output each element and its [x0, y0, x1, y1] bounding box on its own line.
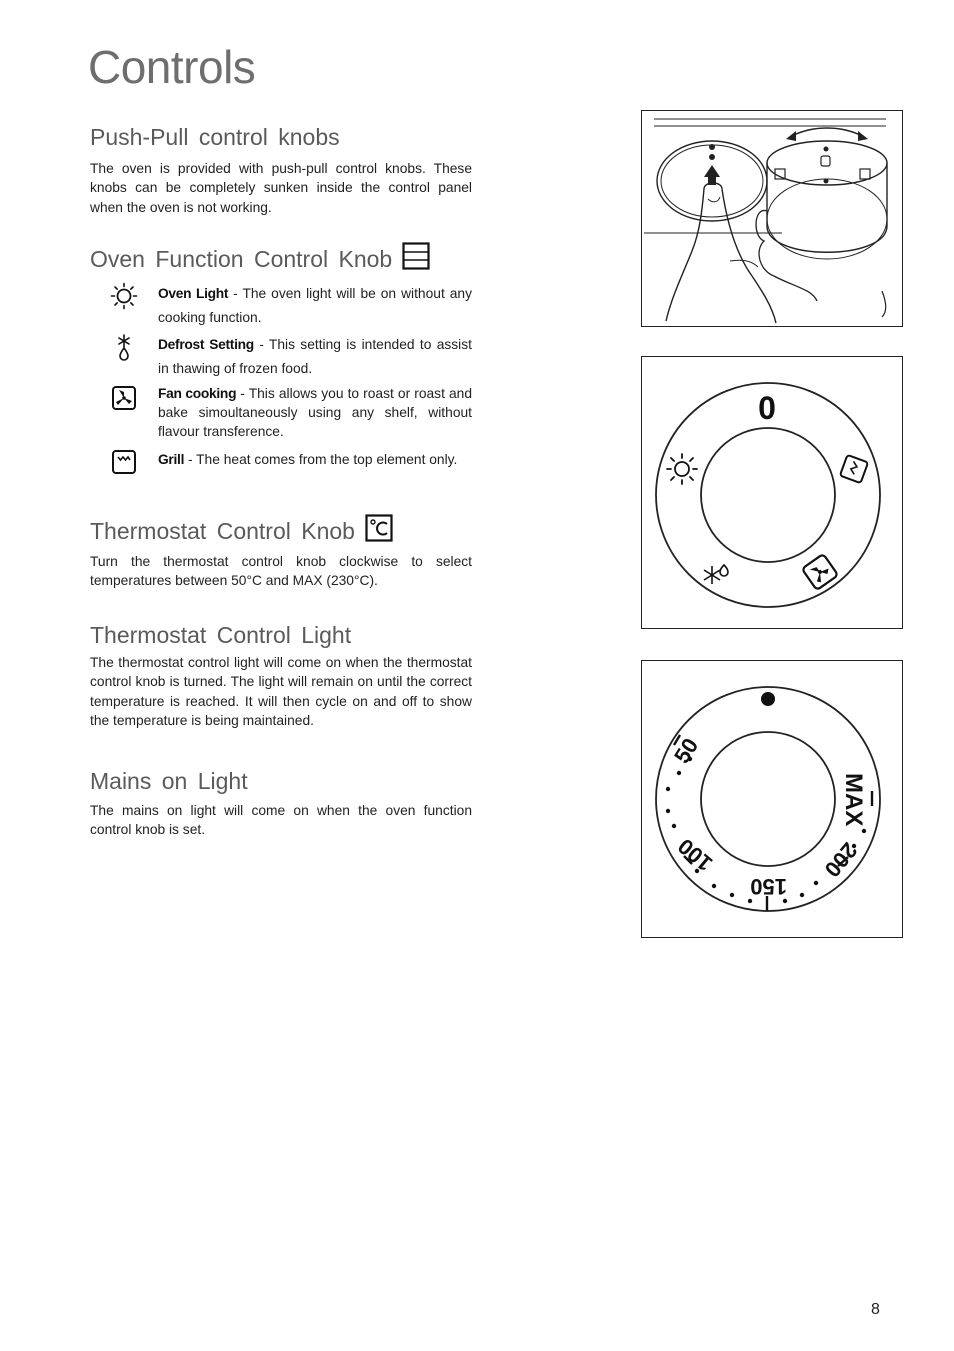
function-dial-illustration	[641, 356, 903, 629]
function-label: Fan cooking	[158, 386, 237, 401]
function-item-grill	[110, 448, 472, 476]
oven-function-icon	[402, 242, 430, 276]
push-pull-heading: Push-Pull control knobs	[90, 124, 340, 150]
fan-icon	[110, 384, 138, 412]
function-label: Oven Light	[158, 286, 229, 301]
thermostat-light-section	[90, 622, 472, 730]
function-text-grill	[158, 448, 457, 476]
function-description: - The heat comes from the top element only.	[184, 452, 458, 467]
page-title: Controls	[88, 41, 256, 93]
thermostat-label-100: 100	[673, 833, 718, 877]
function-item-fan	[110, 384, 472, 441]
page-number: 8	[871, 1301, 880, 1318]
thermostat-light-body: The thermostat control light will come on when the thermostat control knob is turned. The light will remain on until the correct temperature is reached. It will then cycle on and off to show the temperature is being maintained.	[90, 655, 472, 728]
push-pull-section	[90, 124, 472, 217]
thermostat-knob-heading	[90, 514, 472, 548]
thermostat-knob-section	[90, 514, 472, 591]
mains-light-body: The mains on light will come on when the oven function control knob is set.	[90, 803, 472, 838]
oven-function-heading	[90, 242, 472, 276]
grill-icon	[110, 448, 138, 476]
mains-light-section	[90, 768, 472, 840]
dial-zero-label: 0	[758, 390, 776, 426]
function-label: Grill	[158, 452, 185, 467]
thermostat-label-max: MAX	[840, 773, 867, 827]
thermostat-knob-heading-text: Thermostat Control Knob	[90, 517, 355, 544]
function-item-defrost	[110, 333, 472, 381]
thermostat-light-heading: Thermostat Control Light	[90, 622, 352, 648]
function-text-oven-light	[158, 282, 472, 330]
function-description: - The oven light will be on without any cooking function.	[158, 286, 472, 325]
oven-light-icon	[110, 282, 138, 310]
defrost-icon	[110, 333, 138, 361]
function-text-fan	[158, 384, 472, 441]
oven-function-section	[90, 242, 472, 276]
function-text-defrost	[158, 333, 472, 381]
push-pull-body: The oven is provided with push-pull control knobs. These knobs can be completely sunken inside the control panel when the oven is not working.	[90, 161, 472, 215]
function-description: - This allows you to roast or roast and bake simoultaneously using any shelf, without flavour transference.	[158, 386, 472, 439]
thermostat-label-150: 150	[750, 874, 787, 899]
function-description: - This setting is intended to assist in thawing of frozen food.	[158, 337, 472, 376]
thermostat-dial-illustration	[641, 660, 903, 938]
thermostat-label-50: 50	[669, 733, 704, 768]
mains-light-heading: Mains on Light	[90, 768, 248, 794]
thermostat-knob-body: Turn the thermostat control knob clockwise to select temperatures between 50°C and MAX (230°C).	[90, 554, 472, 589]
push-pull-illustration	[641, 110, 903, 327]
thermostat-icon	[365, 514, 393, 548]
oven-function-heading-text: Oven Function Control Knob	[90, 245, 393, 272]
function-label: Defrost Setting	[158, 337, 254, 352]
thermostat-label-200: 200	[819, 837, 863, 882]
function-item-oven-light	[110, 282, 472, 330]
